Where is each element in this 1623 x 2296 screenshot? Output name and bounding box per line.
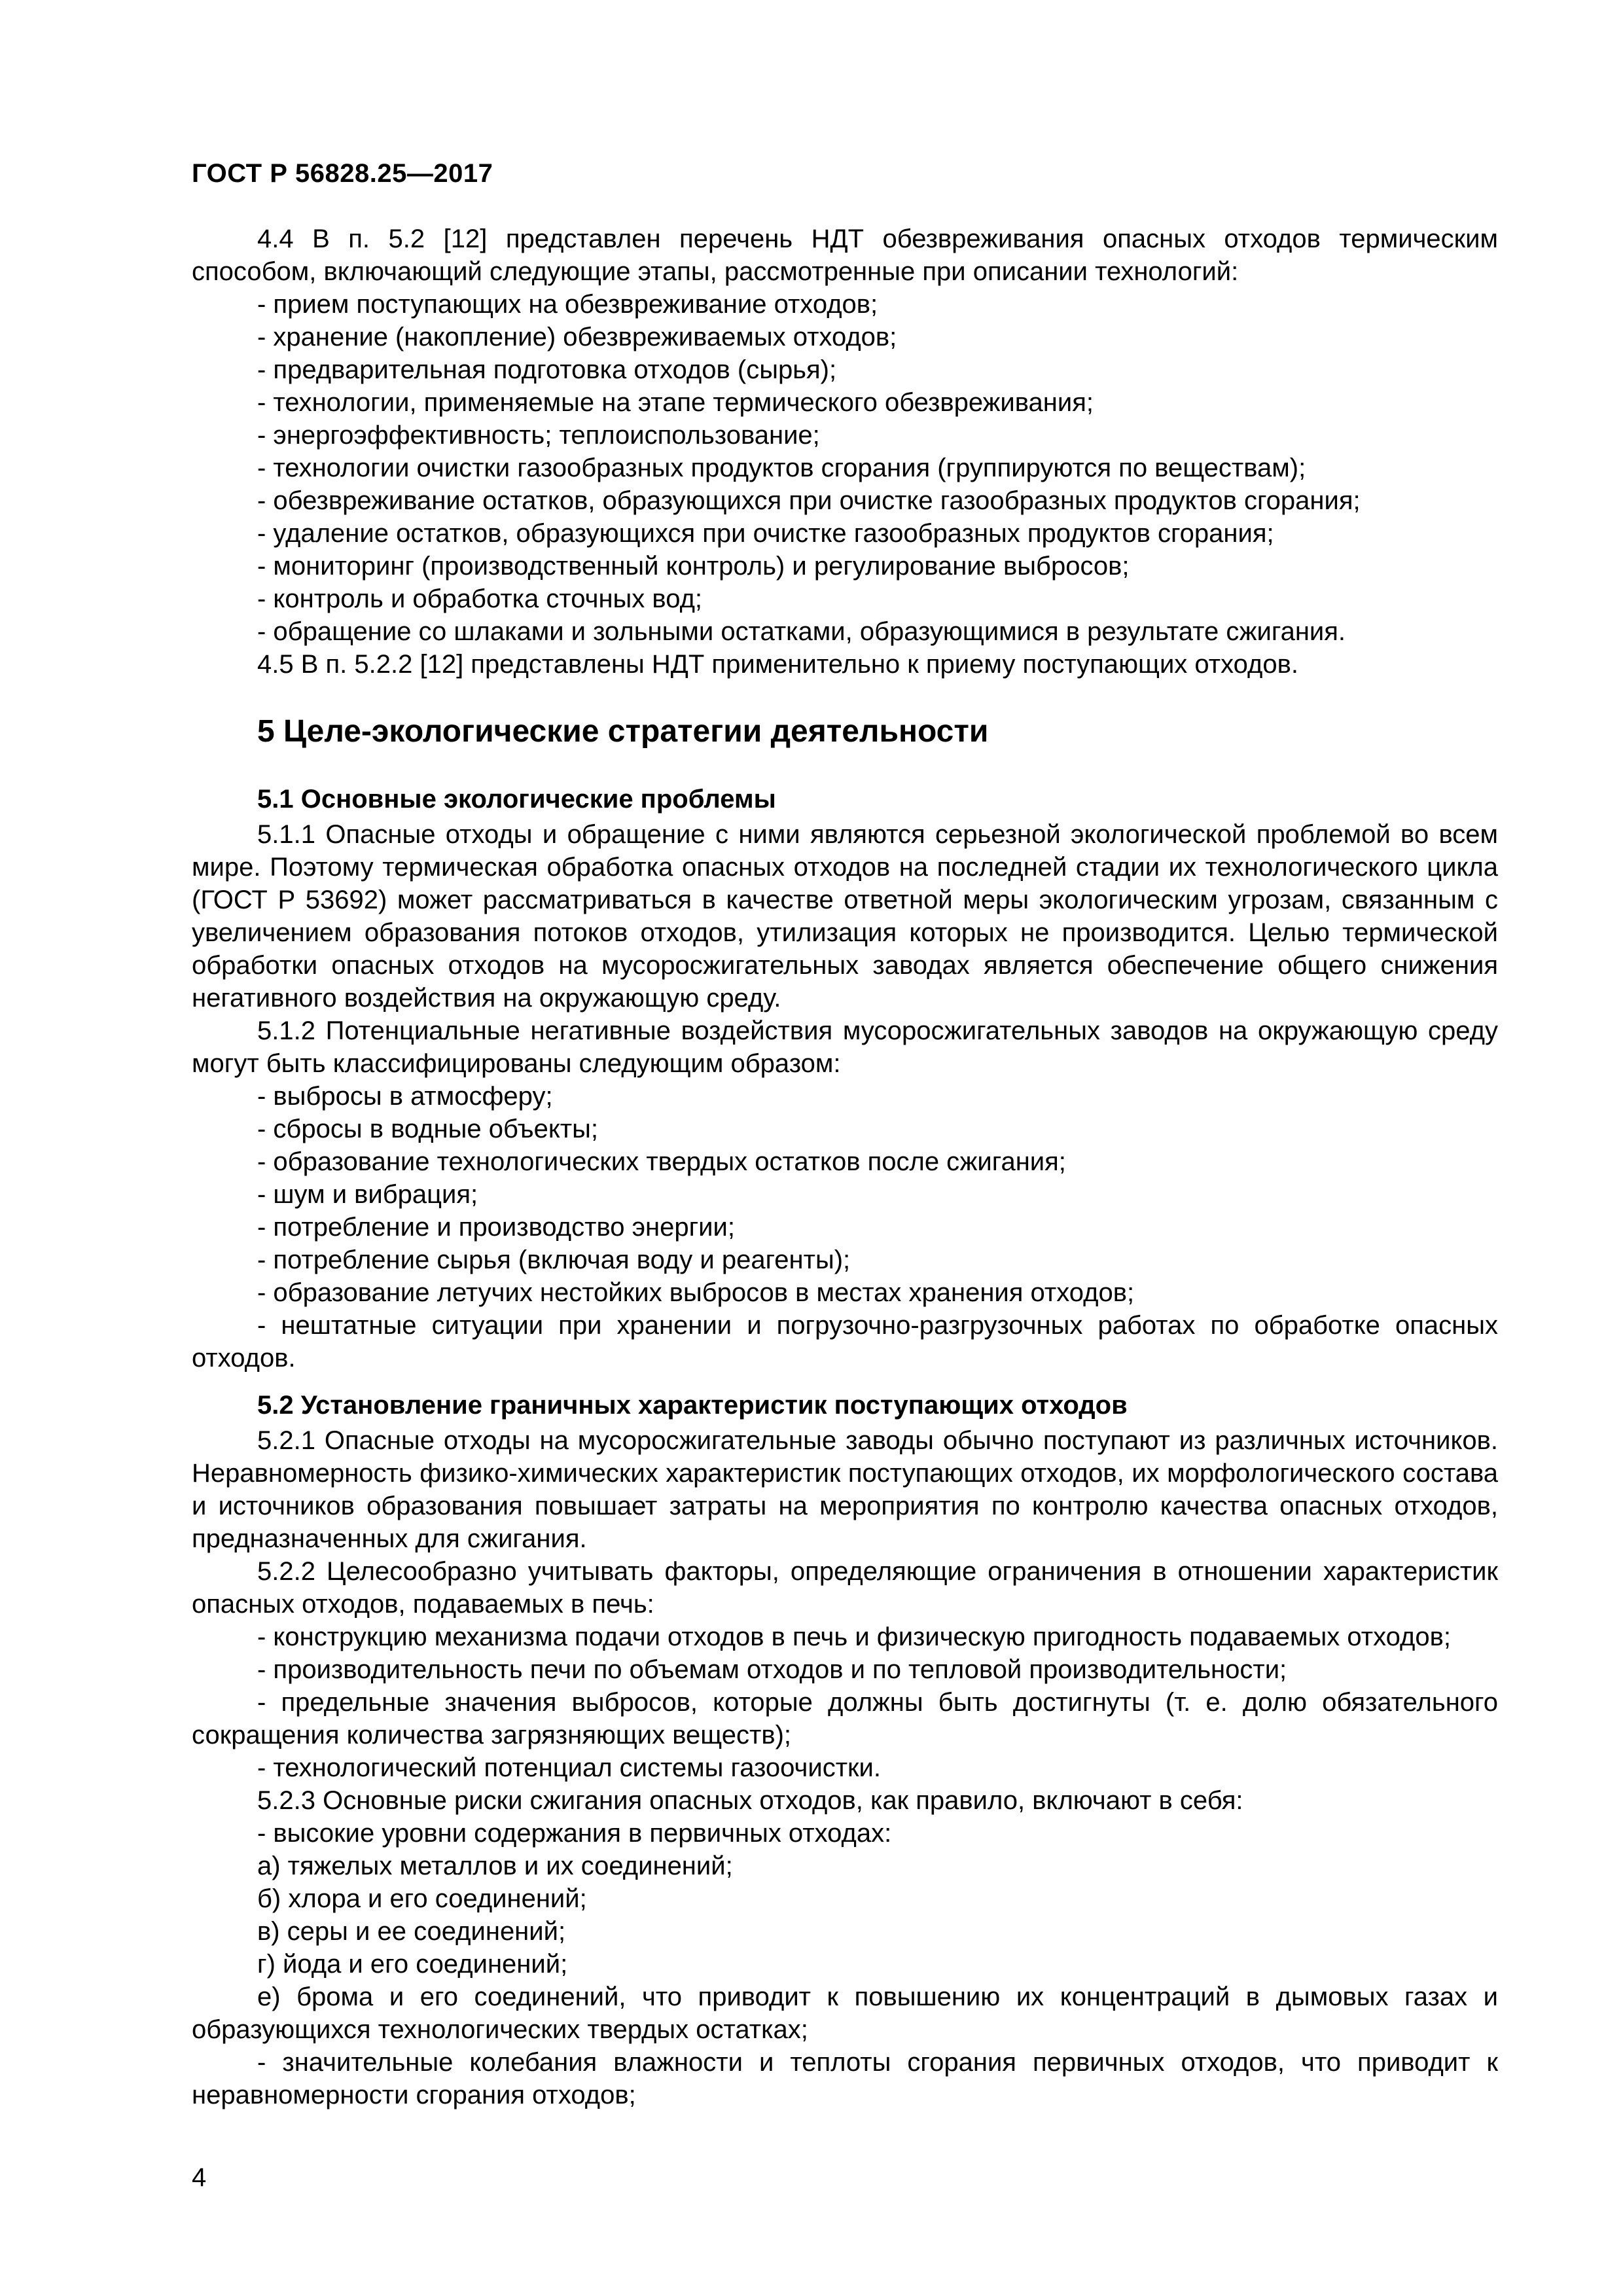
list-item: - сбросы в водные объекты; bbox=[257, 1115, 598, 1143]
list-item: - нештатные ситуации при хранении и погрузочно-разгрузочных работах по обработке опасных отходов. bbox=[192, 1311, 1498, 1372]
list-item: в) серы и ее соединений; bbox=[257, 1917, 566, 1946]
section-5-heading: 5 Целе-экологические стратегии деятельности bbox=[257, 714, 989, 749]
list-item: а) тяжелых металлов и их соединений; bbox=[257, 1852, 733, 1880]
list-item: - выбросы в атмосферу; bbox=[257, 1082, 553, 1111]
document-body bbox=[192, 223, 1498, 2111]
list-item: - удаление остатков, образующихся при очистке газообразных продуктов сгорания; bbox=[257, 519, 1274, 548]
list-item: - образование технологических твердых остатков после сжигания; bbox=[257, 1147, 1066, 1176]
list-item: - предельные значения выбросов, которые должны быть достигнуты (т. е. долю обязательного сокращения количества загрязняющих веществ); bbox=[192, 1688, 1498, 1749]
list-item: - конструкцию механизма подачи отходов в печь и физическую пригодность подаваемых отходов; bbox=[257, 1623, 1451, 1651]
list-item: - энергоэффективность; теплоиспользование; bbox=[257, 421, 820, 450]
paragraph-5-2-2: 5.2.2 Целесообразно учитывать факторы, определяющие ограничения в отношении характеристик опасных отходов, подаваемых в печь: bbox=[192, 1557, 1498, 1619]
paragraph-5-1-2: 5.1.2 Потенциальные негативные воздействия мусоросжигательных заводов на окружающую среду могут быть классифицированы следующим образом: bbox=[192, 1016, 1498, 1078]
list-item: б) хлора и его соединений; bbox=[257, 1884, 587, 1913]
list-item: - потребление и производство энергии; bbox=[257, 1213, 735, 1242]
list-item: - потребление сырья (включая воду и реагенты); bbox=[257, 1246, 851, 1274]
subsection-5-2-heading: 5.2 Установление граничных характеристик поступающих отходов bbox=[257, 1391, 1128, 1420]
subsection-5-1-heading: 5.1 Основные экологические проблемы bbox=[257, 785, 776, 814]
document-code-header: ГОСТ Р 56828.25—2017 bbox=[192, 159, 493, 188]
list-item: - технологический потенциал системы газоочистки. bbox=[257, 1753, 881, 1782]
list-item: - технологии, применяемые на этапе термического обезвреживания; bbox=[257, 388, 1094, 417]
list-item: - значительные колебания влажности и теплоты сгорания первичных отходов, что приводит к неравномерности сгорания отходов; bbox=[192, 2048, 1498, 2109]
list-item: - хранение (накопление) обезвреживаемых отходов; bbox=[257, 323, 897, 351]
list-item: - обезвреживание остатков, образующихся при очистке газообразных продуктов сгорания; bbox=[257, 486, 1361, 515]
list-item: е) брома и его соединений, что приводит к повышению их концентраций в дымовых газах и образующихся технологических твердых остатках; bbox=[192, 1982, 1498, 2044]
paragraph-5-1-1: 5.1.1 Опасные отходы и обращение с ними являются серьезной экологической проблемой во всем мире. Поэтому термическая обработка опасных отходов на последней стадии их технологического цикла (ГОСТ Р 53692) может рассматриваться в качестве ответной меры экологическим угрозам, связанным с увеличением образования потоков отходов, утилизация которых не производится. Целью термической обработки опасных отходов на мусоросжигательных заводах является обеспечение общего снижения негативного воздействия на окружающую среду. bbox=[192, 820, 1498, 1013]
list-item: - производительность печи по объемам отходов и по тепловой производительности; bbox=[257, 1655, 1287, 1684]
list-item: - высокие уровни содержания в первичных отходах: bbox=[257, 1819, 892, 1848]
list-item: г) йода и его соединений; bbox=[257, 1950, 568, 1979]
paragraph-4-5: 4.5 В п. 5.2.2 [12] представлены НДТ применительно к приему поступающих отходов. bbox=[257, 650, 1298, 679]
paragraph-4-4: 4.4 В п. 5.2 [12] представлен перечень НДТ обезвреживания опасных отходов термическим способом, включающий следующие этапы, рассмотренные при описании технологий: bbox=[192, 224, 1498, 286]
list-item: - предварительная подготовка отходов (сырья); bbox=[257, 355, 837, 384]
paragraph-5-2-1: 5.2.1 Опасные отходы на мусоросжигательные заводы обычно поступают из различных источников. Неравномерность физико-химических характеристик поступающих отходов, их морфологического состава и источников образования повышает затраты на мероприятия по контролю качества опасных отходов, предназначенных для сжигания. bbox=[192, 1426, 1498, 1553]
list-item: - контроль и обработка сточных вод; bbox=[257, 584, 703, 613]
list-item: - мониторинг (производственный контроль) и регулирование выбросов; bbox=[257, 552, 1130, 581]
page-number: 4 bbox=[192, 2163, 207, 2192]
list-item: - образование летучих нестойких выбросов в местах хранения отходов; bbox=[257, 1278, 1135, 1307]
list-item: - обращение со шлаками и зольными остатками, образующимися в результате сжигания. bbox=[257, 617, 1346, 646]
list-item: - шум и вибрация; bbox=[257, 1180, 478, 1209]
list-item: - прием поступающих на обезвреживание отходов; bbox=[257, 290, 878, 319]
paragraph-5-2-3: 5.2.3 Основные риски сжигания опасных отходов, как правило, включают в себя: bbox=[257, 1786, 1243, 1815]
list-item: - технологии очистки газообразных продуктов сгорания (группируются по веществам); bbox=[257, 454, 1306, 482]
